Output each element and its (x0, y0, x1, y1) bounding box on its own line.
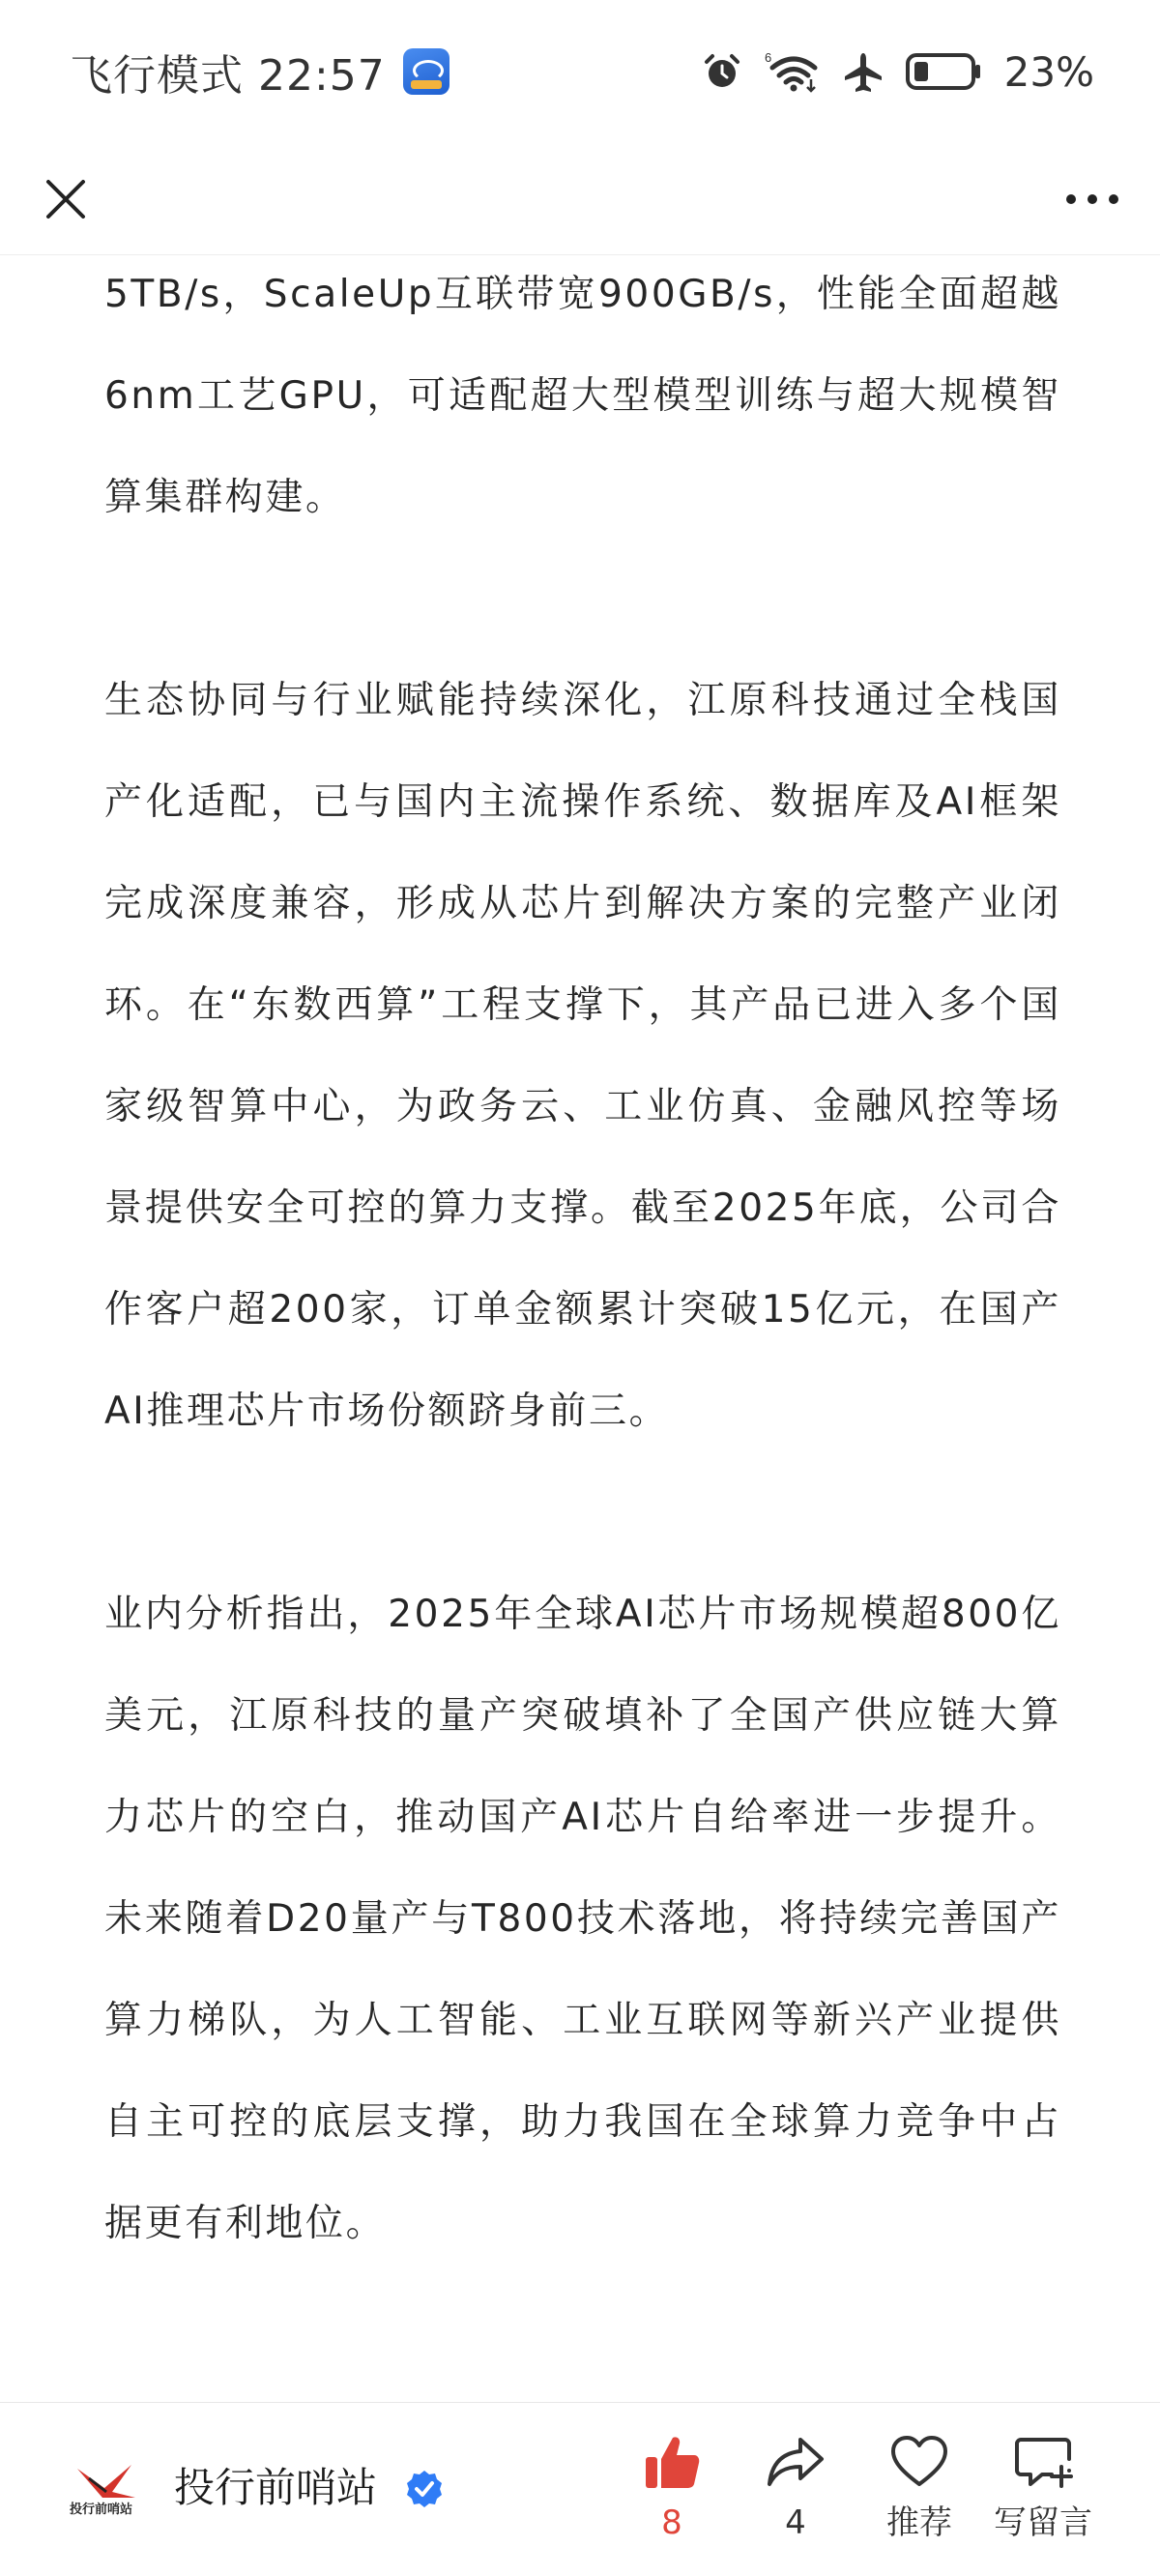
more-icon (1063, 191, 1121, 207)
battery-icon (906, 52, 983, 91)
status-left (70, 41, 450, 102)
battery-percent: 23% (1003, 47, 1094, 96)
status-right (701, 48, 1094, 96)
news-app-icon (403, 48, 450, 95)
comment-button[interactable] (985, 2428, 1101, 2544)
close-button[interactable] (31, 164, 101, 234)
article-paragraph-1: 5TB/s，ScaleUp互联带宽900GB/s，性能全面超越6nm工艺GPU，可适配超大型模型训练与超大规模智算集群构建。 (104, 273, 1061, 519)
like-count: 8 (661, 2503, 682, 2542)
recommend-button[interactable] (861, 2428, 977, 2544)
author-name[interactable]: 投行前哨站 (174, 2464, 378, 2511)
status-bar (0, 0, 1160, 143)
article-paragraph-3: 业内分析指出，2025年全球AI芯片市场规模超800亿美元，江原科技的量产突破填补了全国产供应链大算力芯片的空白，推动国产AI芯片自给率进一步提升。未来随着D20量产与T800技术落地，将持续完善国产算力梯队，为人工智能、工业互联网等新兴产业提供自主可控的底层支撑，助力我国在全球算力竞争中占据更有利地位。 (104, 1593, 1061, 2245)
share-icon (738, 2428, 854, 2496)
bottom-action-bar (0, 2402, 1160, 2576)
author-logo-text: 投行前哨站 (70, 2502, 133, 2516)
recommend-label: 推荐 (886, 2503, 952, 2542)
more-button[interactable] (1054, 164, 1131, 234)
share-count: 4 (785, 2503, 806, 2542)
thumbs-up-icon (614, 2428, 730, 2496)
svg-text:6: 6 (764, 50, 771, 65)
comment-add-icon (985, 2428, 1101, 2496)
comment-label: 写留言 (994, 2503, 1092, 2542)
share-button[interactable] (738, 2428, 854, 2544)
heart-icon (861, 2428, 977, 2496)
top-nav (0, 143, 1160, 255)
article-body (104, 244, 1061, 2274)
airplane-icon (842, 50, 884, 93)
alarm-icon (701, 50, 743, 93)
wifi-icon (765, 50, 821, 93)
close-icon (43, 176, 89, 222)
status-mode-time: 飞行模式 22:57 (70, 51, 386, 101)
article-paragraph-2: 生态协同与行业赋能持续深化，江原科技通过全栈国产化适配，已与国内主流操作系统、数据库及AI框架完成深度兼容，形成从芯片到解决方案的完整产业闭环。在“东数西算”工程支撑下，其产品已进入多个国家级智算中心，为政务云、工业仿真、金融风控等场景提供安全可控的算力支撑。截至2025年底，公司合作客户超200家，订单金额累计突破15亿元，在国产AI推理芯片市场份额跻身前三。 (104, 679, 1061, 1433)
author-logo[interactable] (68, 2459, 143, 2517)
like-button[interactable] (614, 2428, 730, 2544)
verified-badge-icon (404, 2469, 445, 2509)
